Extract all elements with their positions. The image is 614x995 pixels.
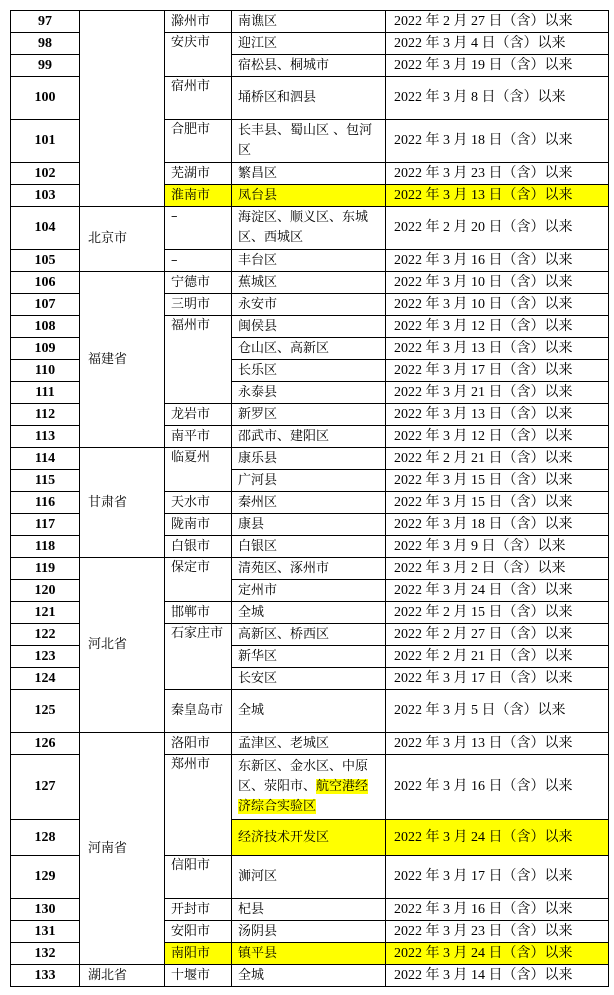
city-cell: – [165, 250, 232, 272]
row-number: 119 [11, 558, 80, 580]
area-cell: 康乐县 [232, 448, 386, 470]
area-cell: 长乐区 [232, 360, 386, 382]
province-cell: 福建省 [80, 272, 165, 448]
row-number: 100 [11, 77, 80, 120]
date-cell: 2022 年 3 月 2 日（含）以来 [386, 558, 609, 580]
province-cell [80, 11, 165, 207]
city-cell: 南平市 [165, 426, 232, 448]
city-cell: 淮南市 [165, 185, 232, 207]
date-cell: 2022 年 3 月 4 日（含）以来 [386, 33, 609, 55]
city-cell: 安庆市 [165, 33, 232, 77]
row-number: 117 [11, 514, 80, 536]
area-cell: 全城 [232, 602, 386, 624]
area-cell: 丰台区 [232, 250, 386, 272]
row-number: 109 [11, 338, 80, 360]
row-number: 125 [11, 690, 80, 733]
area-cell: 定州市 [232, 580, 386, 602]
row-number: 132 [11, 943, 80, 965]
row-number: 99 [11, 55, 80, 77]
date-cell: 2022 年 3 月 13 日（含）以来 [386, 185, 609, 207]
city-cell: 天水市 [165, 492, 232, 514]
row-number: 113 [11, 426, 80, 448]
row-number: 127 [11, 755, 80, 820]
date-cell: 2022 年 2 月 15 日（含）以来 [386, 602, 609, 624]
date-cell: 2022 年 3 月 17 日（含）以来 [386, 360, 609, 382]
regions-table [10, 10, 609, 987]
city-cell: 洛阳市 [165, 733, 232, 755]
city-cell: 龙岩市 [165, 404, 232, 426]
area-cell: 繁昌区 [232, 163, 386, 185]
area-cell: 仓山区、高新区 [232, 338, 386, 360]
province-cell: 湖北省 [80, 965, 165, 987]
area-cell: 南谯区 [232, 11, 386, 33]
city-cell: 福州市 [165, 316, 232, 404]
date-cell: 2022 年 3 月 15 日（含）以来 [386, 470, 609, 492]
area-text: 东新区、金水区、中原区、荥阳市、 [238, 759, 369, 794]
table-row [11, 272, 609, 294]
row-number: 130 [11, 899, 80, 921]
date-cell: 2022 年 3 月 14 日（含）以来 [386, 965, 609, 987]
row-number: 126 [11, 733, 80, 755]
date-cell: 2022 年 3 月 5 日（含）以来 [386, 690, 609, 733]
area-cell: 永安市 [232, 294, 386, 316]
date-cell: 2022 年 3 月 10 日（含）以来 [386, 272, 609, 294]
area-cell: 长丰县、蜀山区 、包河区 [232, 120, 386, 163]
area-cell: 广河县 [232, 470, 386, 492]
area-cell: 闽侯县 [232, 316, 386, 338]
table-row [11, 448, 609, 470]
city-cell: 安阳市 [165, 921, 232, 943]
city-cell: 秦皇岛市 [165, 690, 232, 733]
city-cell: 邯郸市 [165, 602, 232, 624]
row-number: 110 [11, 360, 80, 382]
row-number: 131 [11, 921, 80, 943]
city-cell: 开封市 [165, 899, 232, 921]
date-cell: 2022 年 2 月 27 日（含）以来 [386, 11, 609, 33]
date-cell: 2022 年 3 月 12 日（含）以来 [386, 316, 609, 338]
date-cell: 2022 年 3 月 13 日（含）以来 [386, 733, 609, 755]
date-cell: 2022 年 3 月 24 日（含）以来 [386, 820, 609, 856]
area-cell: 邵武市、建阳区 [232, 426, 386, 448]
row-number: 123 [11, 646, 80, 668]
area-cell: 迎江区 [232, 33, 386, 55]
row-number: 114 [11, 448, 80, 470]
row-number: 105 [11, 250, 80, 272]
city-cell: 三明市 [165, 294, 232, 316]
area-cell: 永泰县 [232, 382, 386, 404]
date-cell: 2022 年 3 月 18 日（含）以来 [386, 514, 609, 536]
province-cell: 甘肃省 [80, 448, 165, 558]
date-cell: 2022 年 3 月 16 日（含）以来 [386, 755, 609, 820]
area-cell: 凤台县 [232, 185, 386, 207]
area-cell: 清苑区、涿州市 [232, 558, 386, 580]
area-cell [232, 755, 386, 820]
city-cell: 信阳市 [165, 856, 232, 899]
city-cell: 芜湖市 [165, 163, 232, 185]
city-cell: 白银市 [165, 536, 232, 558]
area-cell: 宿松县、桐城市 [232, 55, 386, 77]
province-cell: 河南省 [80, 733, 165, 965]
date-cell: 2022 年 2 月 20 日（含）以来 [386, 207, 609, 250]
row-number: 116 [11, 492, 80, 514]
row-number: 108 [11, 316, 80, 338]
row-number: 121 [11, 602, 80, 624]
date-cell: 2022 年 3 月 18 日（含）以来 [386, 120, 609, 163]
date-cell: 2022 年 3 月 8 日（含）以来 [386, 77, 609, 120]
area-cell: 蕉城区 [232, 272, 386, 294]
area-cell: 浉河区 [232, 856, 386, 899]
date-cell: 2022 年 3 月 21 日（含）以来 [386, 382, 609, 404]
row-number: 120 [11, 580, 80, 602]
area-cell: 埇桥区和泗县 [232, 77, 386, 120]
city-cell: 临夏州 [165, 448, 232, 492]
area-cell: 汤阴县 [232, 921, 386, 943]
city-cell: – [165, 207, 232, 250]
date-cell: 2022 年 3 月 15 日（含）以来 [386, 492, 609, 514]
row-number: 101 [11, 120, 80, 163]
area-cell: 新罗区 [232, 404, 386, 426]
row-number: 97 [11, 11, 80, 33]
city-cell: 郑州市 [165, 755, 232, 856]
date-cell: 2022 年 3 月 24 日（含）以来 [386, 580, 609, 602]
date-cell: 2022 年 3 月 16 日（含）以来 [386, 250, 609, 272]
table-row [11, 11, 609, 33]
area-cell: 孟津区、老城区 [232, 733, 386, 755]
date-cell: 2022 年 3 月 23 日（含）以来 [386, 163, 609, 185]
area-cell: 经济技术开发区 [232, 820, 386, 856]
area-cell: 全城 [232, 690, 386, 733]
date-cell: 2022 年 3 月 9 日（含）以来 [386, 536, 609, 558]
area-cell: 高新区、桥西区 [232, 624, 386, 646]
area-cell: 白银区 [232, 536, 386, 558]
city-cell: 石家庄市 [165, 624, 232, 690]
city-cell: 合肥市 [165, 120, 232, 163]
area-cell: 杞县 [232, 899, 386, 921]
city-cell: 滁州市 [165, 11, 232, 33]
row-number: 118 [11, 536, 80, 558]
row-number: 129 [11, 856, 80, 899]
date-cell: 2022 年 3 月 10 日（含）以来 [386, 294, 609, 316]
date-cell: 2022 年 3 月 17 日（含）以来 [386, 668, 609, 690]
row-number: 122 [11, 624, 80, 646]
province-cell: 北京市 [80, 207, 165, 272]
date-cell: 2022 年 3 月 13 日（含）以来 [386, 338, 609, 360]
area-cell: 全城 [232, 965, 386, 987]
table-row [11, 207, 609, 250]
city-cell: 南阳市 [165, 943, 232, 965]
date-cell: 2022 年 3 月 13 日（含）以来 [386, 404, 609, 426]
row-number: 107 [11, 294, 80, 316]
row-number: 111 [11, 382, 80, 404]
date-cell: 2022 年 3 月 23 日（含）以来 [386, 921, 609, 943]
row-number: 112 [11, 404, 80, 426]
area-cell: 镇平县 [232, 943, 386, 965]
table-row [11, 965, 609, 987]
date-cell: 2022 年 3 月 12 日（含）以来 [386, 426, 609, 448]
row-number: 124 [11, 668, 80, 690]
row-number: 102 [11, 163, 80, 185]
date-cell: 2022 年 2 月 27 日（含）以来 [386, 624, 609, 646]
city-cell: 陇南市 [165, 514, 232, 536]
area-cell: 海淀区、顺义区、东城区、西城区 [232, 207, 386, 250]
area-cell: 秦州区 [232, 492, 386, 514]
row-number: 133 [11, 965, 80, 987]
province-cell: 河北省 [80, 558, 165, 733]
city-cell: 宿州市 [165, 77, 232, 120]
row-number: 103 [11, 185, 80, 207]
city-cell: 宁德市 [165, 272, 232, 294]
date-cell: 2022 年 3 月 16 日（含）以来 [386, 899, 609, 921]
area-cell: 新华区 [232, 646, 386, 668]
row-number: 104 [11, 207, 80, 250]
date-cell: 2022 年 3 月 17 日（含）以来 [386, 856, 609, 899]
area-cell: 长安区 [232, 668, 386, 690]
city-cell: 十堰市 [165, 965, 232, 987]
date-cell: 2022 年 3 月 19 日（含）以来 [386, 55, 609, 77]
city-cell: 保定市 [165, 558, 232, 602]
date-cell: 2022 年 2 月 21 日（含）以来 [386, 646, 609, 668]
area-highlight-text: 航空港经济综合实验区 [238, 779, 369, 814]
table-row [11, 733, 609, 755]
date-cell: 2022 年 3 月 24 日（含）以来 [386, 943, 609, 965]
table-row [11, 558, 609, 580]
date-cell: 2022 年 2 月 21 日（含）以来 [386, 448, 609, 470]
row-number: 98 [11, 33, 80, 55]
row-number: 106 [11, 272, 80, 294]
row-number: 128 [11, 820, 80, 856]
row-number: 115 [11, 470, 80, 492]
area-cell: 康县 [232, 514, 386, 536]
